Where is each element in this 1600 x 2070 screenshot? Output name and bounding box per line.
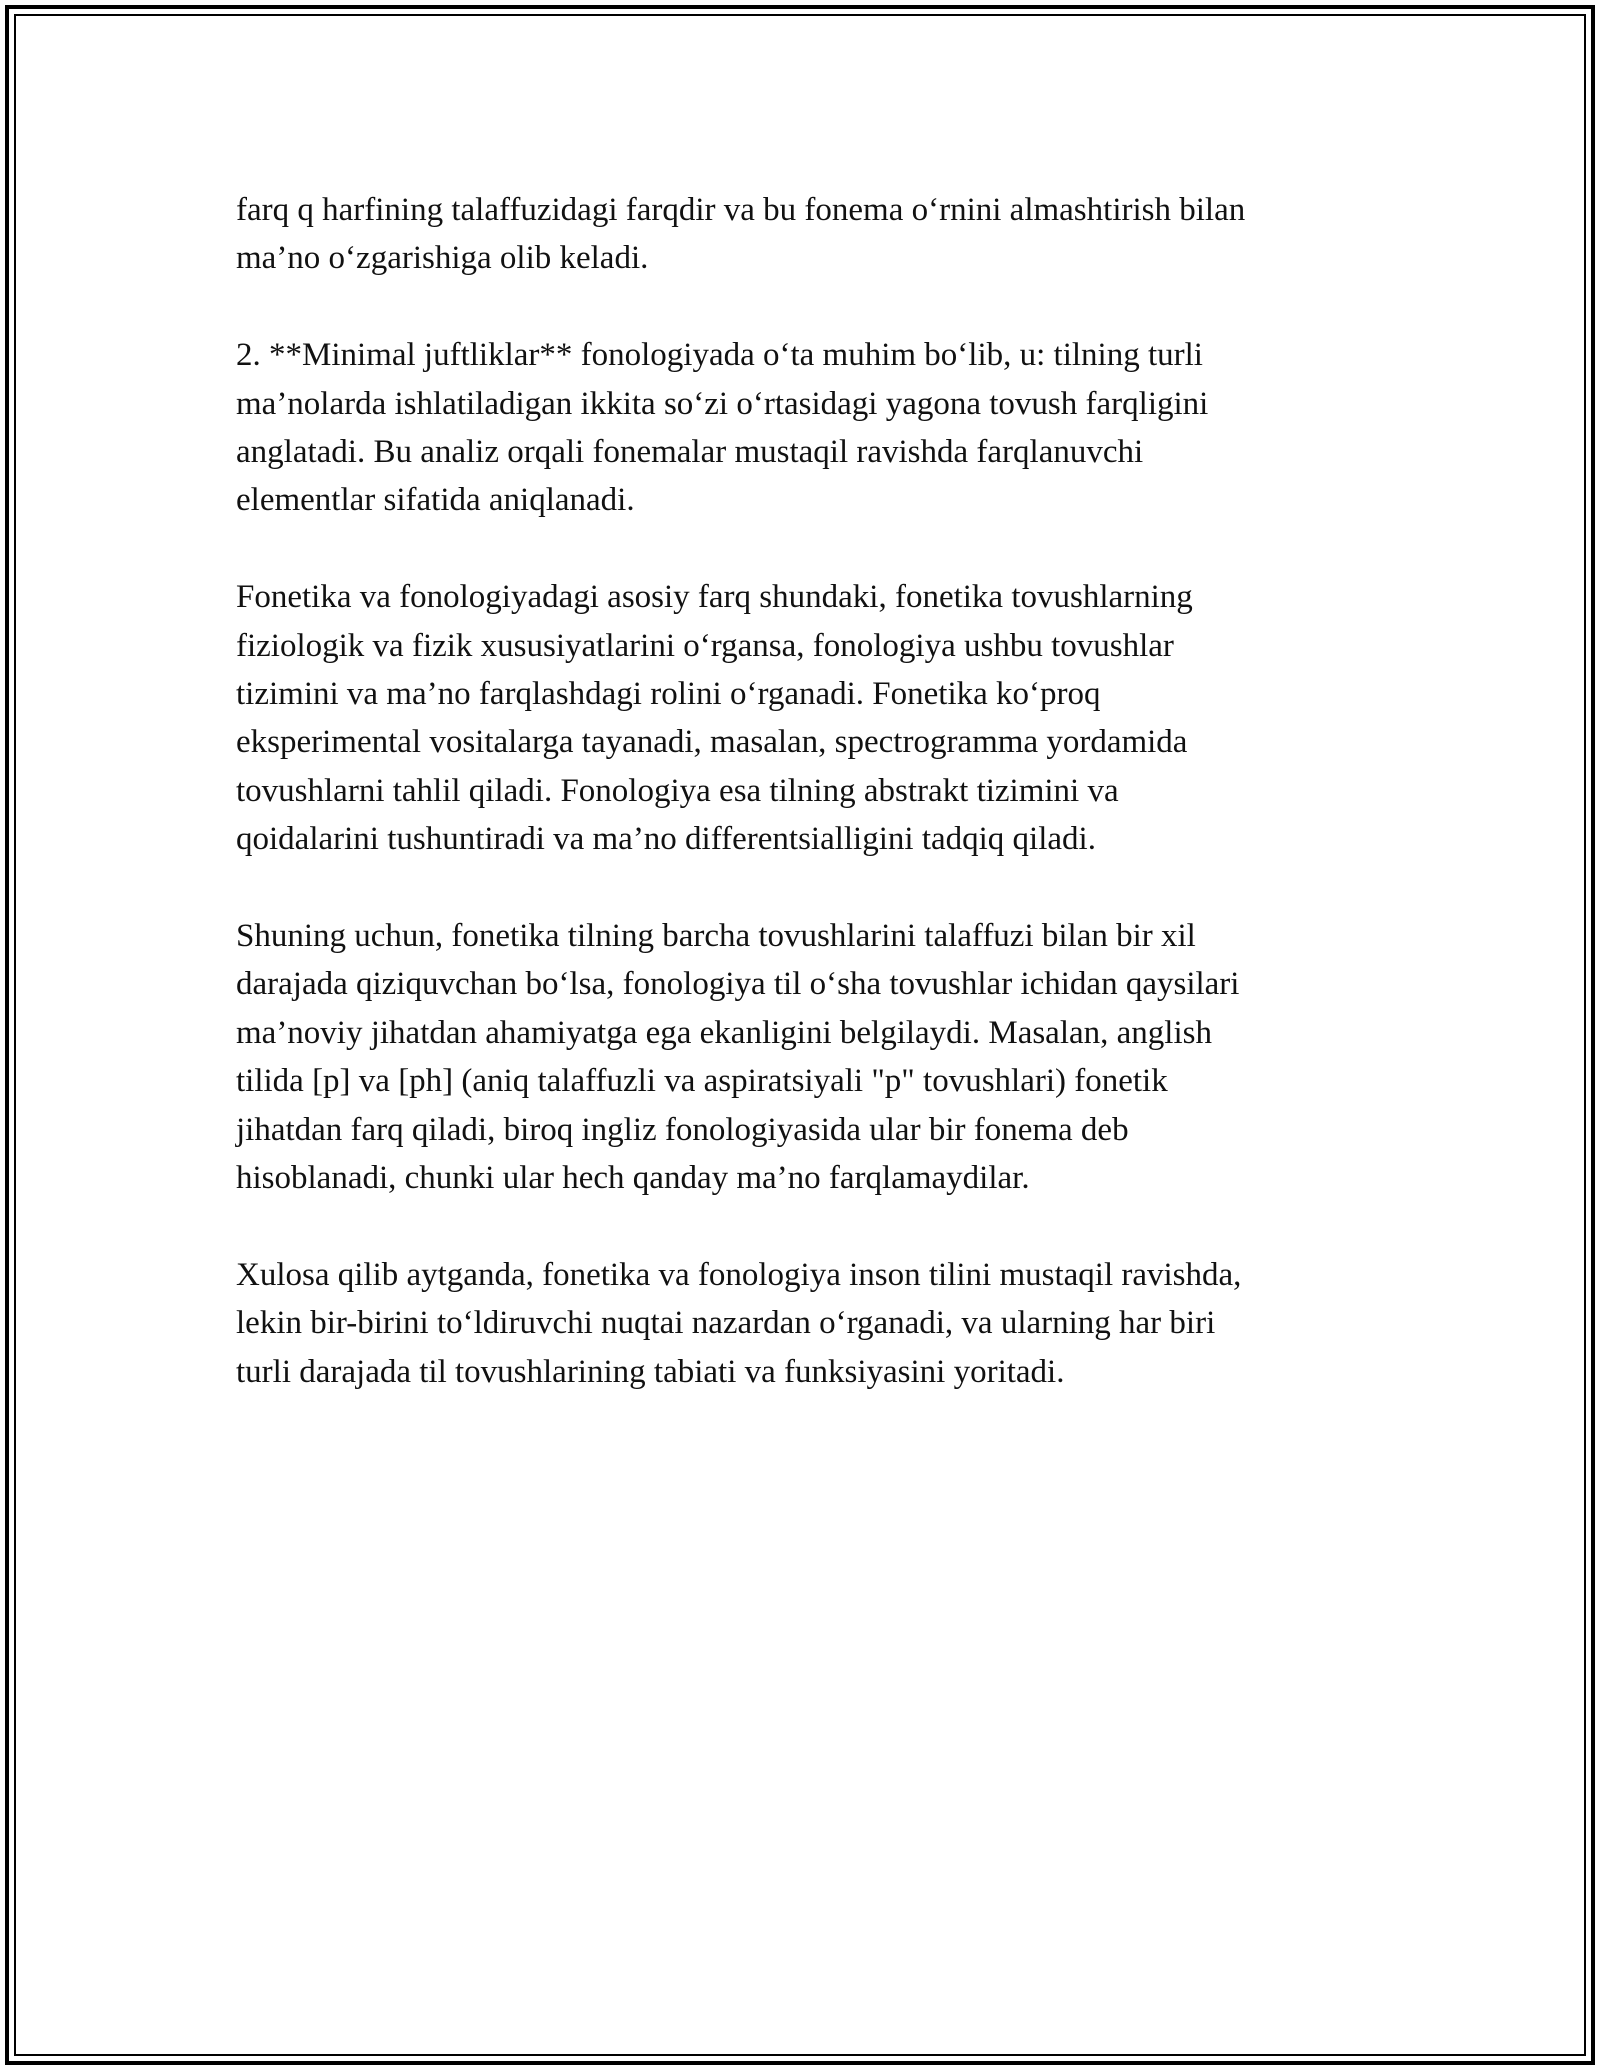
paragraph-example-aspiration: Shuning uchun, fonetika tilning barcha tovushlarini talaffuzi bilan bir xil darajada qiziquvchan bo‘lsa, fonologiya til o‘sha tovushlar ichidan qaysilari ma’noviy jihatdan ahamiyatga ega ekanligini belgilaydi. Masalan, anglish tilida [p] va [ph] (aniq talaffuzli va aspiratsiyali "p" tovushlari) fonetik jihatdan farq qiladi, biroq ingliz fonologiyasida ular bir fonema deb hisoblanadi, chunki ular hech qanday ma’no farqlamaydilar. (236, 918, 1240, 1197)
paragraph-continuation: farq q harfining talaffuzidagi farqdir va bu fonema o‘rnini almashtirish bilan ma’no o‘zgarishiga olib keladi. (236, 192, 1246, 277)
paragraph-minimal-pairs: 2. **Minimal juftliklar** fonologiyada o‘ta muhim bo‘lib, u: tilning turli ma’nolarda ishlatiladigan ikkita so‘zi o‘rtasidagi yagona tovush farqligini anglatadi. Bu analiz orqali fonemalar mustaqil ravishda farqlanuvchi elementlar sifatida aniqlanadi. (236, 337, 1209, 519)
document-body (236, 186, 1376, 1444)
paragraph-conclusion: Xulosa qilib aytganda, fonetika va fonologiya inson tilini mustaqil ravishda, lekin bir-birini to‘ldiruvchi nuqtai nazardan o‘rganadi, va ularning har biri turli darajada til tovushlarining tabiati va funksiyasini yoritadi. (236, 1256, 1242, 1390)
paragraph-phonetics-vs-phonology: Fonetika va fonologiyadagi asosiy farq shundaki, fonetika tovushlarning fiziologik va fizik xususiyatlarini o‘rgansa, fonologiya ushbu tovushlar tizimini va ma’no farqlashdagi rolini o‘rganadi. Fonetika ko‘proq eksperimental vositalarga tayanadi, masalan, spectrogramma yordamida tovushlarni tahlil qiladi. Fonologiya esa tilning abstrakt tizimini va qoidalarini tushuntiradi va ma’no differentsialligini tadqiq qiladi. (236, 579, 1193, 858)
